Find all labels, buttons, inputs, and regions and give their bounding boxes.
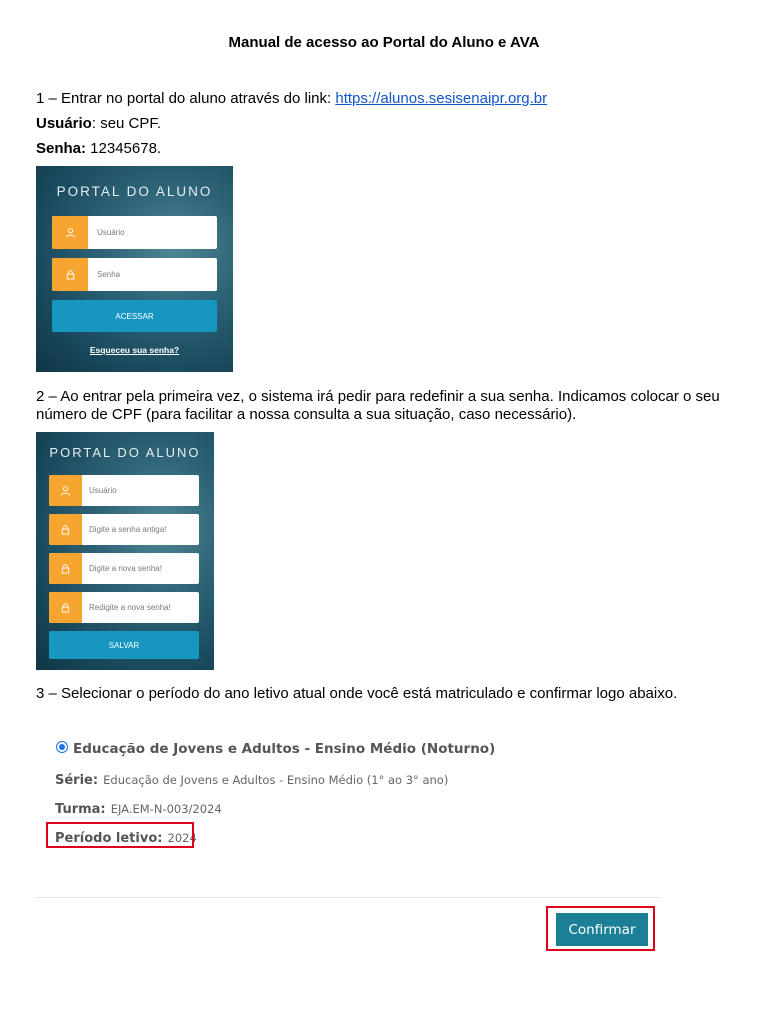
step-3-text: 3 – Selecionar o período do ano letivo atual onde você está matriculado e confirmar logo abaixo. — [36, 685, 678, 702]
user-label: Usuário — [36, 115, 92, 132]
new-password-placeholder: Digite a nova senha! — [89, 564, 162, 573]
periodo-value: 2024 — [167, 831, 197, 845]
repeat-password-placeholder: Redigite a nova senha! — [89, 603, 171, 612]
divider — [36, 897, 660, 898]
username-field[interactable] — [49, 475, 199, 506]
password-label: Senha: — [36, 140, 87, 157]
user-instruction — [36, 115, 161, 132]
user-value: : seu CPF. — [91, 115, 162, 132]
lock-icon — [52, 258, 88, 291]
confirm-button[interactable]: Confirmar — [556, 913, 648, 946]
portal-title: PORTAL DO ALUNO — [56, 184, 213, 199]
password-placeholder: Senha — [97, 270, 121, 279]
step-2-text: 2 – Ao entrar pela primeira vez, o sistema irá pedir para redefinir a sua senha. Indicamos colocar o seu número de CPF (para facilitar a nossa consulta a sua situação, caso necessário). — [36, 388, 720, 423]
repeat-password-field[interactable] — [49, 592, 199, 623]
confirm-highlight — [546, 906, 655, 951]
password-value: 12345678. — [86, 140, 162, 157]
forgot-password-link[interactable]: Esqueceu sua senha? — [89, 345, 180, 355]
step-1-text — [36, 90, 547, 107]
password-field[interactable] — [52, 258, 217, 291]
lock-icon — [49, 592, 82, 623]
serie-label: Série: — [55, 773, 99, 788]
portal-title: PORTAL DO ALUNO — [49, 445, 201, 460]
username-field[interactable] — [52, 216, 217, 249]
turma-label: Turma: — [55, 802, 106, 817]
login-portal-image — [36, 166, 233, 372]
reset-portal-image — [36, 432, 214, 670]
username-placeholder: Usuário — [89, 486, 117, 495]
new-password-field[interactable] — [49, 553, 199, 584]
access-button[interactable]: ACESSAR — [52, 300, 217, 332]
periodo-label: Período letivo: — [55, 831, 163, 846]
password-instruction — [36, 140, 161, 157]
course-name[interactable]: Educação de Jovens e Adultos - Ensino Médio (Noturno) — [73, 741, 496, 757]
period-radio[interactable] — [56, 741, 68, 753]
save-button[interactable]: SALVAR — [49, 631, 199, 659]
username-placeholder: Usuário — [97, 228, 125, 237]
serie-row — [55, 769, 448, 788]
old-password-field[interactable] — [49, 514, 199, 545]
user-icon — [52, 216, 88, 249]
turma-value: EJA.EM-N-003/2024 — [110, 802, 222, 816]
step-1-prefix: 1 – Entrar no portal do aluno através do link: — [36, 90, 336, 107]
lock-icon — [49, 553, 82, 584]
turma-row — [55, 798, 222, 817]
portal-link[interactable]: https://alunos.sesisenaipr.org.br — [335, 90, 548, 107]
user-icon — [49, 475, 82, 506]
serie-value: Educação de Jovens e Adultos - Ensino Médio (1° ao 3° ano) — [103, 773, 449, 787]
old-password-placeholder: Digite a senha antiga! — [89, 525, 167, 534]
periodo-highlight — [46, 822, 194, 848]
document-title: Manual de acesso ao Portal do Aluno e AVA — [228, 34, 540, 51]
lock-icon — [49, 514, 82, 545]
